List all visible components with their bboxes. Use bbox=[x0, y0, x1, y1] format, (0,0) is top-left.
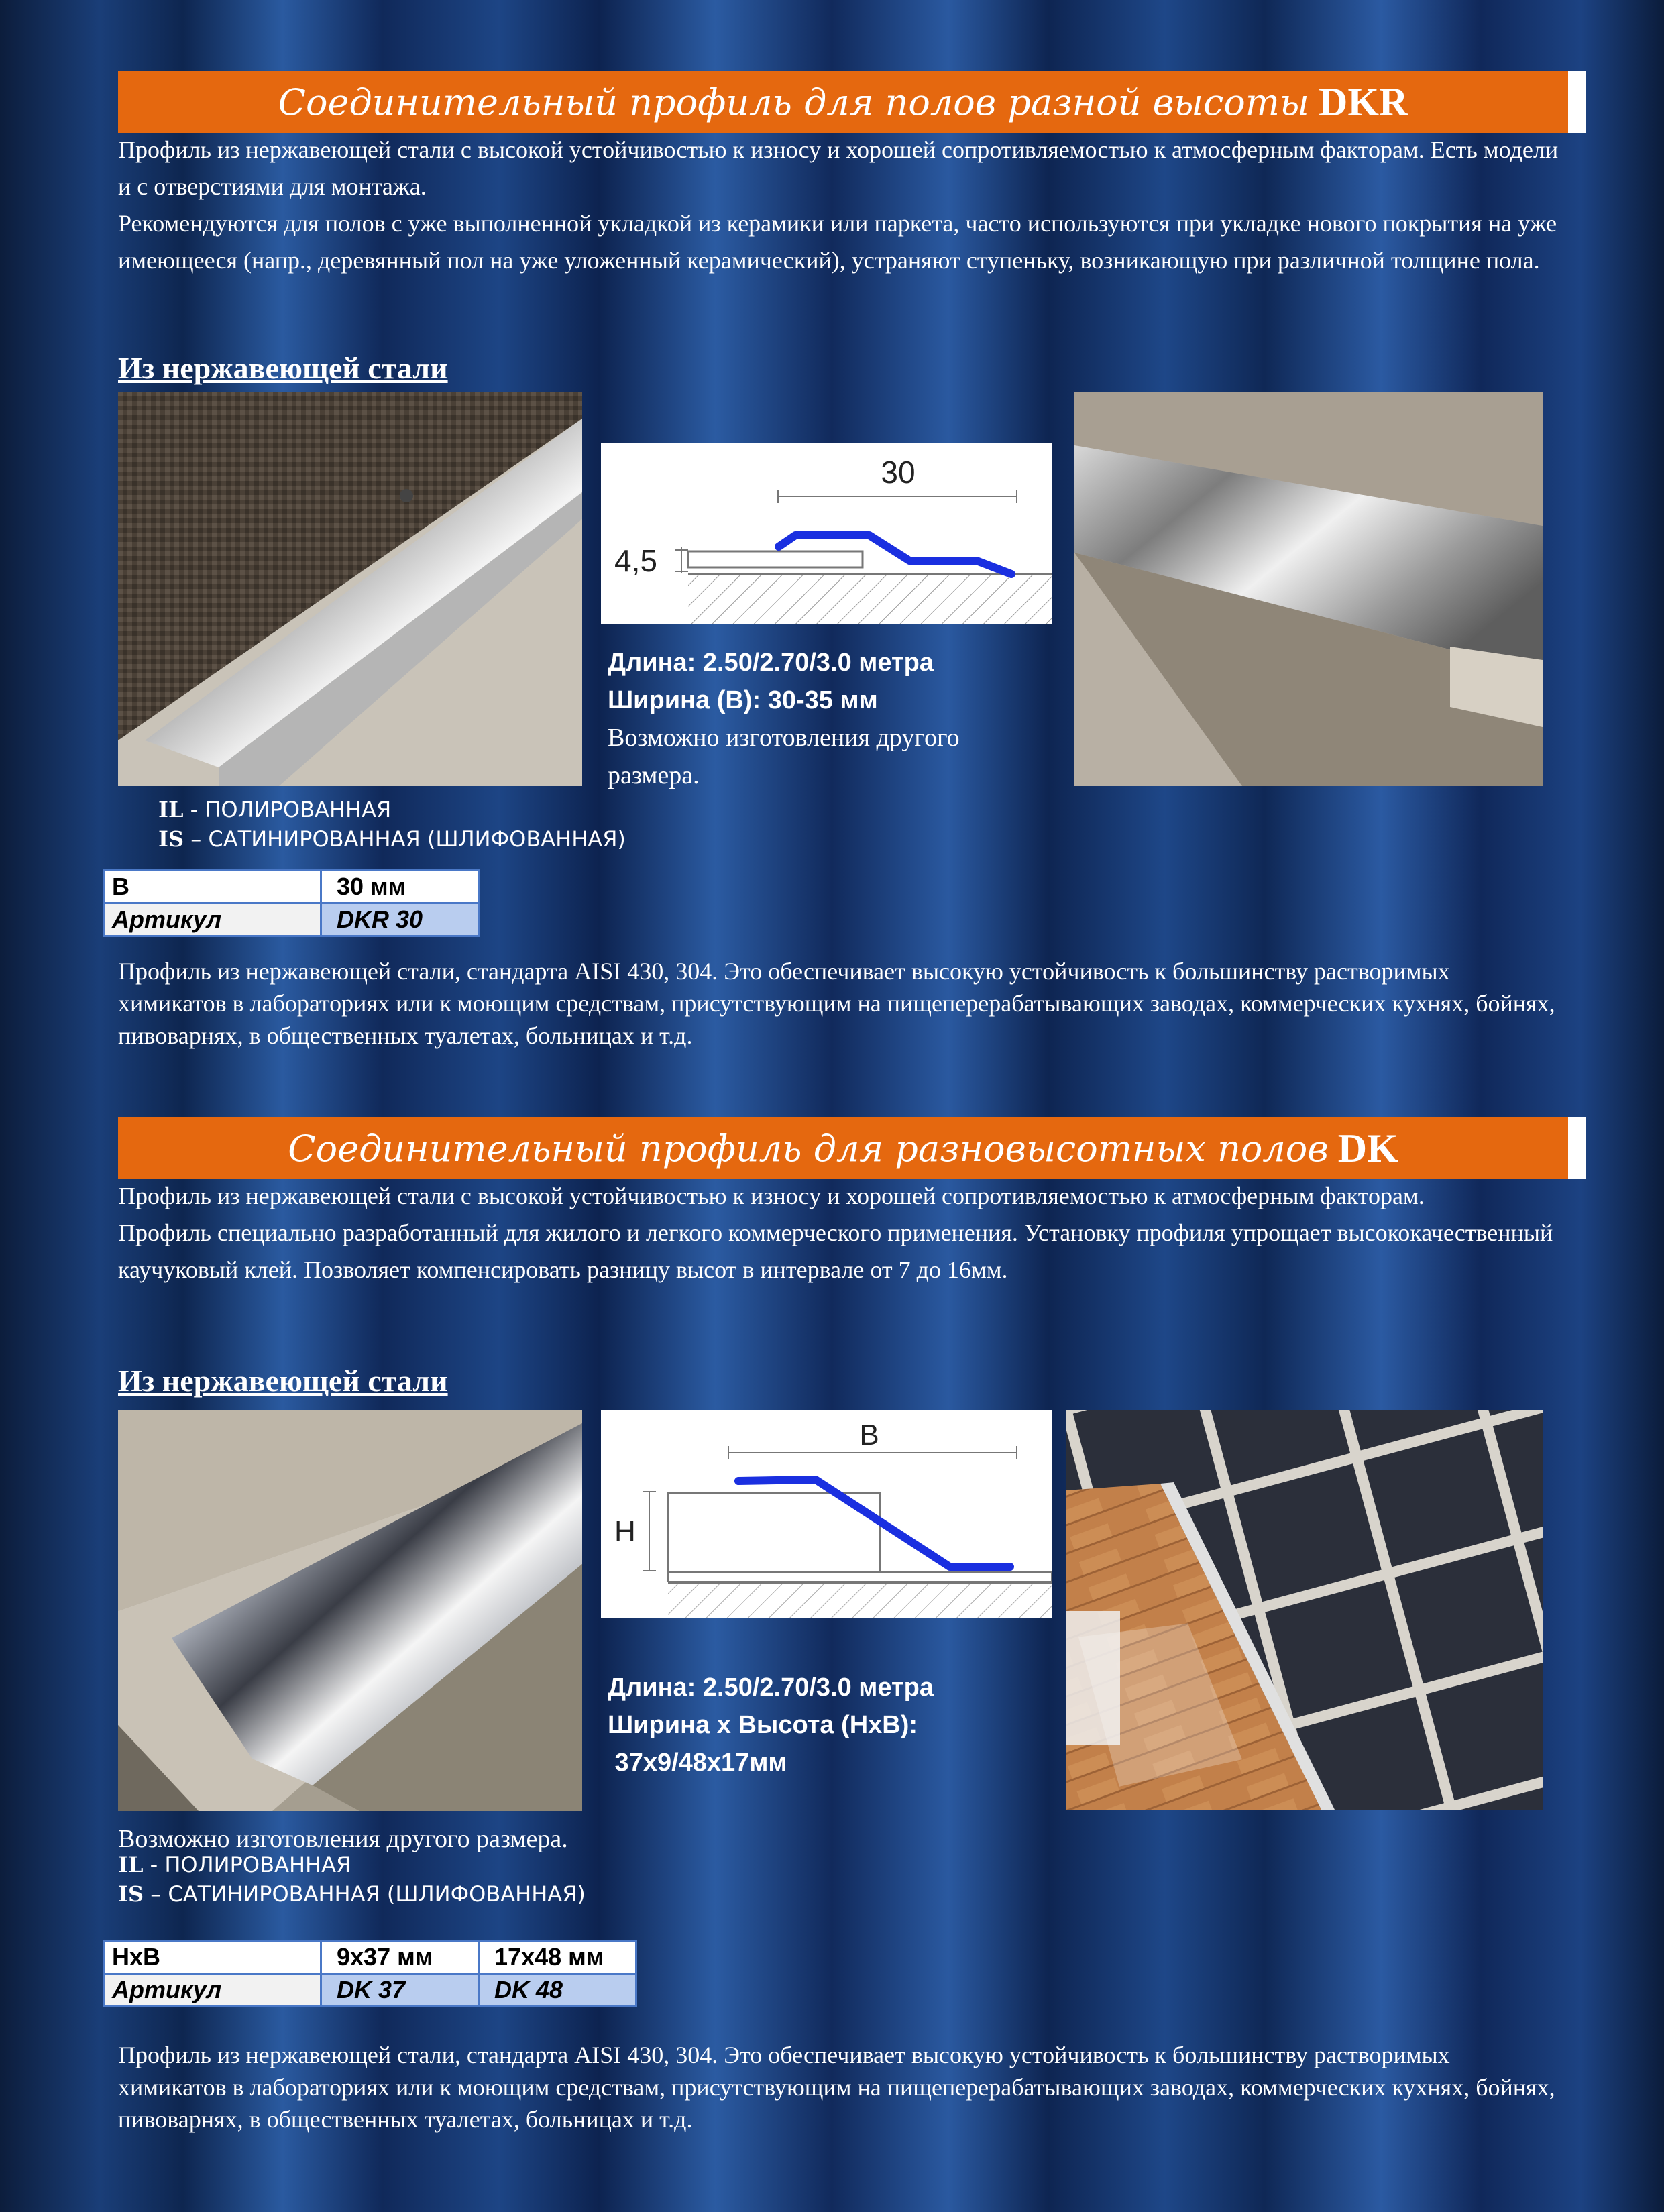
section2-footer: Профиль из нержавеющей стали, стандарта AISI 430, 304. Это обеспечивает высокую устойчивость к большинству растворимых химикатов в лабораториях или к моющим средствам, присутствующим на пищеперерабатывающих заводах, коммерческих кухнях, бойнях, пивоварнях, в общественных туалетах, больницах и т.д. bbox=[118, 2042, 1555, 2133]
section2-finish-il bbox=[118, 1850, 351, 1879]
section2-title-band bbox=[118, 1117, 1586, 1179]
table-row bbox=[105, 903, 479, 936]
section1-title-band bbox=[118, 71, 1586, 133]
section1-title: Соединительный профиль для полов разной высоты bbox=[278, 80, 1309, 123]
section1-diagram bbox=[601, 443, 1052, 624]
section2-spec-length: Длина: 2.50/2.70/3.0 метра bbox=[608, 1673, 934, 1702]
table-row bbox=[105, 871, 479, 903]
section1-diagram-height-label: 4,5 bbox=[614, 543, 657, 578]
section2-spec-size: 37х9/48х17мм bbox=[608, 1749, 787, 1777]
section1-finish-is-code: IS bbox=[158, 826, 184, 852]
section1-article-table bbox=[103, 869, 480, 937]
section2-diagram bbox=[601, 1410, 1052, 1618]
section2-intro-p2: Профиль специально разработанный для жилого и легкого коммерческого применения. Установку профиля упрощает высококачественный каучуковый клей. Позволяет компенсировать разницу высот в интервале от 7 до 16мм. bbox=[118, 1219, 1553, 1283]
section1-spec-length: Длина: 2.50/2.70/3.0 метра bbox=[608, 649, 934, 677]
section1-subheading: Из нержавеющей стали bbox=[118, 351, 448, 385]
section1-finish-il bbox=[158, 795, 391, 824]
section2-table-value-2: 17х48 мм bbox=[479, 1941, 636, 1974]
section1-finish-is bbox=[158, 824, 626, 854]
section1-diagram-width-label: 30 bbox=[881, 455, 916, 490]
section1-finish-il-text: - ПОЛИРОВАННАЯ bbox=[183, 797, 392, 822]
section2-table-code-2: DK 48 bbox=[479, 1974, 636, 2007]
section2-table-value-1: 9х37 мм bbox=[321, 1941, 479, 1974]
section1-table-row1-label: B bbox=[105, 871, 321, 903]
section2-diagram-width-label: B bbox=[859, 1419, 879, 1451]
section2-code: DK bbox=[1337, 1125, 1398, 1170]
section1-spec-note: Возможно изготовления другого размера. bbox=[608, 724, 960, 789]
section1-table-row2-label: Артикул bbox=[105, 903, 321, 936]
section1-photo-carpet bbox=[118, 392, 582, 786]
section2-finish-il-code: IL bbox=[118, 1852, 144, 1877]
section2-spec-width: Ширина х Высота (НхВ): bbox=[608, 1711, 918, 1739]
section2-finish-is-text: – САТИНИРОВАННАЯ (ШЛИФОВАННАЯ) bbox=[144, 1881, 586, 1907]
section1-intro bbox=[118, 131, 1560, 279]
section1-table-value-1: 30 мм bbox=[321, 871, 479, 903]
section1-finish-il-code: IL bbox=[158, 797, 184, 822]
section1-intro-p1: Профиль из нержавеющей стали с высокой устойчивостью к износу и хорошей сопротивляемостью к атмосферным факторам. Есть модели и с отверстиями для монтажа. bbox=[118, 136, 1559, 200]
section1-table-code-1: DKR 30 bbox=[321, 903, 479, 936]
section1-finish-is-text: – САТИНИРОВАННАЯ (ШЛИФОВАННАЯ) bbox=[184, 826, 626, 852]
section2-spec-note: Возможно изготовления другого размера. bbox=[118, 1825, 568, 1853]
section2-title: Соединительный профиль для разновысотных полов bbox=[288, 1127, 1329, 1170]
section2-finish-is-code: IS bbox=[118, 1881, 144, 1907]
section2-finish-il-text: - ПОЛИРОВАННАЯ bbox=[143, 1852, 351, 1877]
section1-footer: Профиль из нержавеющей стали, стандарта AISI 430, 304. Это обеспечивает высокую устойчивость к большинству растворимых химикатов в лабораториях или к моющим средствам, присутствующим на пищеперерабатывающих заводах, коммерческих кухнях, бойнях, пивоварнях, в общественных туалетах, больницах и т.д. bbox=[118, 958, 1555, 1049]
table-row bbox=[105, 1941, 636, 1974]
section2-table-code-1: DK 37 bbox=[321, 1974, 479, 2007]
section2-intro bbox=[118, 1178, 1560, 1288]
section2-finish-is bbox=[118, 1879, 586, 1909]
section1-photo-tile bbox=[1074, 392, 1543, 786]
section2-table-row1-label: НхВ bbox=[105, 1941, 321, 1974]
section2-photo-profile bbox=[118, 1410, 582, 1811]
section2-subheading: Из нержавеющей стали bbox=[118, 1364, 448, 1398]
table-row bbox=[105, 1974, 636, 2007]
section2-article-table bbox=[103, 1940, 637, 2007]
section1-spec-width: Ширина (В): 30-35 мм bbox=[608, 686, 878, 714]
section2-photo-floor bbox=[1066, 1410, 1543, 1810]
section1-intro-p2: Рекомендуются для полов с уже выполненной укладкой из керамики или паркета, часто используются при укладке нового покрытия на уже имеющееся (напр., деревянный пол на уже уложенный керамический), устраняют ступеньку, возникающую при различной толщине пола. bbox=[118, 210, 1557, 274]
section2-intro-p1: Профиль из нержавеющей стали с высокой устойчивостью к износу и хорошей сопротивляемостью к атмосферным факторам. bbox=[118, 1182, 1425, 1209]
section2-table-row2-label: Артикул bbox=[105, 1974, 321, 2007]
section1-code: DKR bbox=[1318, 79, 1408, 124]
section2-diagram-height-label: H bbox=[614, 1515, 636, 1548]
